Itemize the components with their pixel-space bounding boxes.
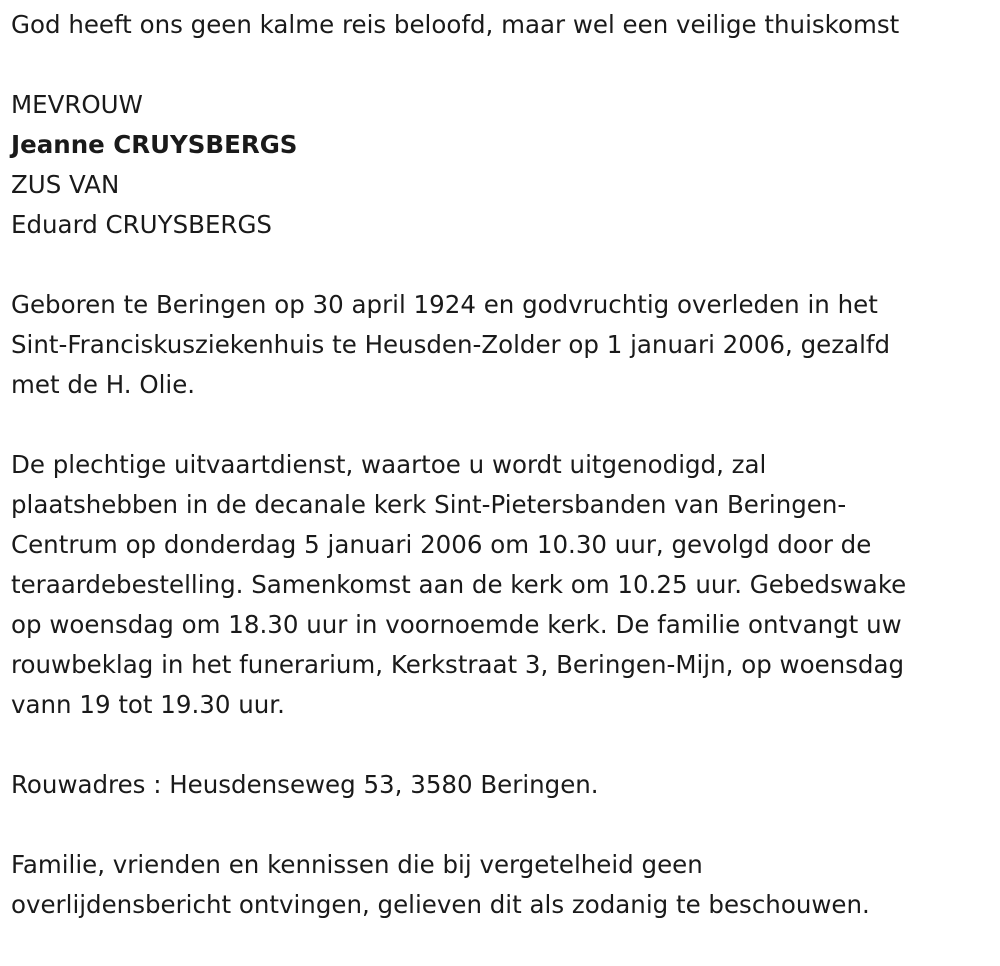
mourning-address: Rouwadres : Heusdenseweg 53, 3580 Beringen. bbox=[11, 770, 599, 799]
relation-label: ZUS VAN bbox=[11, 170, 120, 199]
relation-name: Eduard CRUYSBERGS bbox=[11, 210, 272, 239]
paragraph-line: teraardebestelling. Samenkomst aan de kerk om 10.25 uur. Gebedswake bbox=[11, 570, 907, 599]
spacer bbox=[11, 725, 1000, 765]
paragraph-line: met de H. Olie. bbox=[11, 370, 196, 399]
spacer bbox=[11, 805, 1000, 845]
paragraph-line: Familie, vrienden en kennissen die bij vergetelheid geen bbox=[11, 850, 703, 879]
motto: God heeft ons geen kalme reis beloofd, maar wel een veilige thuiskomst bbox=[11, 10, 900, 39]
paragraph-line: vann 19 tot 19.30 uur. bbox=[11, 690, 285, 719]
service-paragraph bbox=[11, 445, 1000, 725]
paragraph-line: Sint-Franciskusziekenhuis te Heusden-Zolder op 1 januari 2006, gezalfd bbox=[11, 330, 891, 359]
spacer bbox=[11, 405, 1000, 445]
birth-death-paragraph bbox=[11, 285, 1000, 405]
paragraph-line: overlijdensbericht ontvingen, gelieven dit als zodanig te beschouwen. bbox=[11, 890, 870, 919]
spacer bbox=[11, 245, 1000, 285]
paragraph-line: rouwbeklag in het funerarium, Kerkstraat 3, Beringen-Mijn, op woensdag bbox=[11, 650, 905, 679]
paragraph-line: plaatshebben in de decanale kerk Sint-Pietersbanden van Beringen- bbox=[11, 490, 847, 519]
spacer bbox=[11, 45, 1000, 85]
paragraph-line: op woensdag om 18.30 uur in voornoemde kerk. De familie ontvangt uw bbox=[11, 610, 902, 639]
paragraph-line: Geboren te Beringen op 30 april 1924 en godvruchtig overleden in het bbox=[11, 290, 878, 319]
closing-paragraph bbox=[11, 845, 1000, 925]
deceased-name: Jeanne CRUYSBERGS bbox=[11, 130, 298, 159]
paragraph-line: De plechtige uitvaartdienst, waartoe u wordt uitgenodigd, zal bbox=[11, 450, 767, 479]
title-prefix: MEVROUW bbox=[11, 90, 143, 119]
paragraph-line: Centrum op donderdag 5 januari 2006 om 10.30 uur, gevolgd door de bbox=[11, 530, 872, 559]
